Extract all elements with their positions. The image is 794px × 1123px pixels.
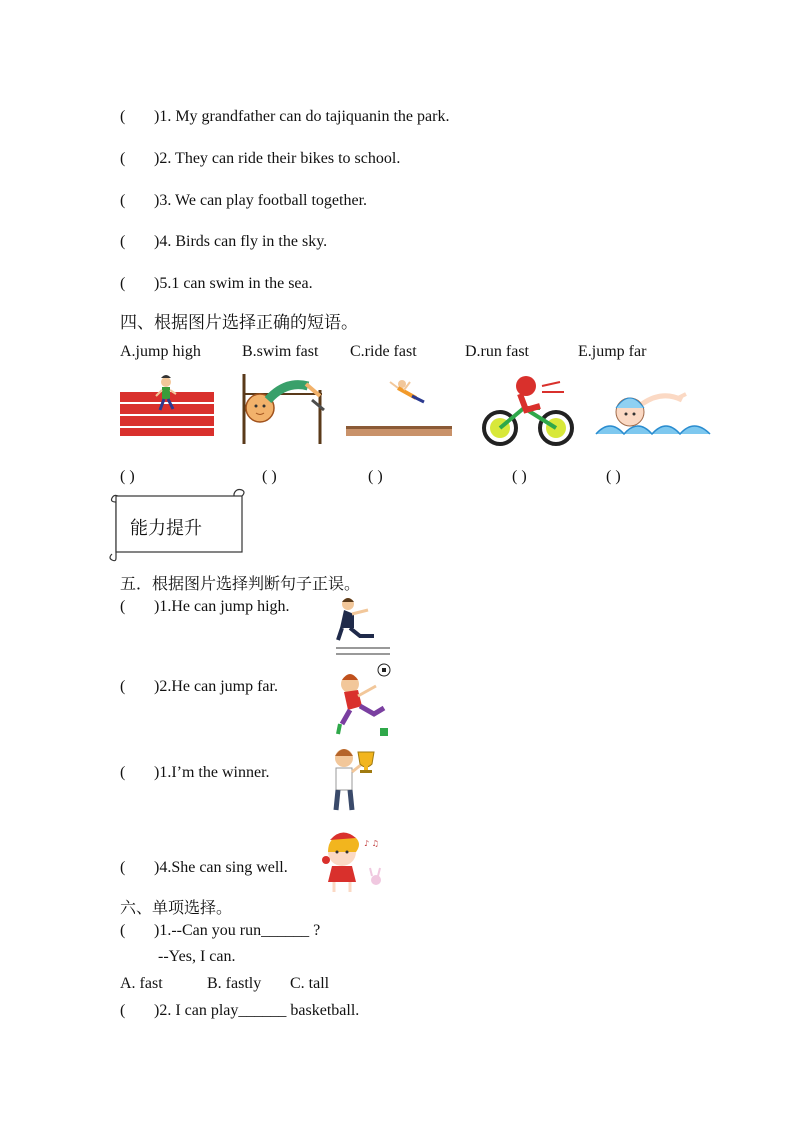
s3-item-3: ( )3. We can play football together. bbox=[120, 192, 368, 209]
s5-item-1: ( )1.He can jump high. bbox=[120, 598, 290, 615]
running-track-icon bbox=[120, 372, 214, 438]
high-jump-icon bbox=[238, 370, 334, 446]
cycling-icon bbox=[480, 374, 576, 448]
section6-title: 六、单项选择。 bbox=[120, 898, 233, 917]
s5-item-3: ( )1.I’m the winner. bbox=[120, 764, 270, 781]
answer-bracket[interactable]: ( bbox=[120, 859, 126, 876]
answer-bracket[interactable]: ( bbox=[120, 108, 126, 125]
s3-item-text: We can play football together. bbox=[175, 192, 368, 209]
s6-question-2: ( )2. I can play______ basketball. bbox=[120, 1002, 360, 1019]
s3-item-text: Birds can fly in the sky. bbox=[175, 233, 328, 250]
ability-banner bbox=[108, 488, 246, 562]
answer-bracket[interactable]: ( bbox=[120, 233, 126, 250]
s6-question-1-reply: --Yes, I can. bbox=[158, 948, 236, 965]
s3-item-text: 1 can swim in the sea. bbox=[171, 275, 313, 292]
answer-bracket[interactable]: ( bbox=[120, 275, 126, 292]
option-e: E.jump far bbox=[578, 343, 647, 360]
answer-bracket[interactable]: ( bbox=[120, 192, 126, 209]
s6-question-text: --Can you run______ ? bbox=[171, 922, 321, 939]
answer-bracket-c[interactable]: ( ) bbox=[368, 468, 383, 485]
s3-item-text: My grandfather can do tajiquanin the park. bbox=[175, 108, 450, 125]
s5-item-2: ( )2.He can jump far. bbox=[120, 678, 278, 695]
answer-bracket-a[interactable]: ( ) bbox=[120, 468, 135, 485]
option-b: B.swim fast bbox=[242, 343, 319, 360]
section5-title: 五．根据图片选择判断句子正误。 bbox=[120, 574, 361, 593]
answer-bracket[interactable]: ( bbox=[120, 598, 126, 615]
s5-item-text: I’m the winner. bbox=[171, 764, 270, 781]
s5-item-4: ( )4.She can sing well. bbox=[120, 859, 288, 876]
singing-girl-icon bbox=[318, 830, 398, 896]
answer-bracket-b[interactable]: ( ) bbox=[262, 468, 277, 485]
long-jump-icon bbox=[342, 374, 454, 440]
s6-question-text: I can play______ basketball. bbox=[175, 1002, 360, 1019]
s3-item-5: ( )5.1 can swim in the sea. bbox=[120, 275, 313, 292]
section4-title: 四、根据图片选择正确的短语。 bbox=[120, 313, 358, 333]
answer-bracket-d[interactable]: ( ) bbox=[512, 468, 527, 485]
option-d: D.run fast bbox=[465, 343, 529, 360]
svg-text:♪ ♫: ♪ ♫ bbox=[364, 839, 379, 848]
s3-item-2: ( )2. They can ride their bikes to school. bbox=[120, 150, 401, 167]
answer-bracket[interactable]: ( bbox=[120, 150, 126, 167]
football-kick-boy-icon bbox=[332, 662, 394, 742]
banner-text: 能力提升 bbox=[130, 518, 202, 539]
answer-bracket[interactable]: ( bbox=[120, 1002, 126, 1019]
s6-question-1: ( )1.--Can you run______ ? bbox=[120, 922, 321, 939]
answer-bracket[interactable]: ( bbox=[120, 922, 126, 939]
answer-bracket[interactable]: ( bbox=[120, 764, 126, 781]
answer-bracket[interactable]: ( bbox=[120, 678, 126, 695]
answer-bracket-e[interactable]: ( ) bbox=[606, 468, 621, 485]
option-c: C.ride fast bbox=[350, 343, 417, 360]
s5-item-text: She can sing well. bbox=[171, 859, 288, 876]
s3-item-text: They can ride their bikes to school. bbox=[175, 150, 401, 167]
s6-q1-option-a[interactable]: A. fast bbox=[120, 975, 163, 992]
s6-q1-option-b[interactable]: B. fastly bbox=[207, 975, 262, 992]
trophy-boy-icon bbox=[326, 744, 378, 814]
s3-item-4: ( )4. Birds can fly in the sky. bbox=[120, 233, 328, 250]
s3-item-1: ( )1. My grandfather can do tajiquanin the park. bbox=[120, 108, 450, 125]
s6-q1-option-c[interactable]: C. tall bbox=[290, 975, 330, 992]
s5-item-text: He can jump high. bbox=[171, 598, 290, 615]
swimming-icon bbox=[594, 382, 712, 446]
s5-item-text: He can jump far. bbox=[171, 678, 278, 695]
option-a: A.jump high bbox=[120, 343, 201, 360]
jumping-boy-icon bbox=[334, 596, 392, 656]
